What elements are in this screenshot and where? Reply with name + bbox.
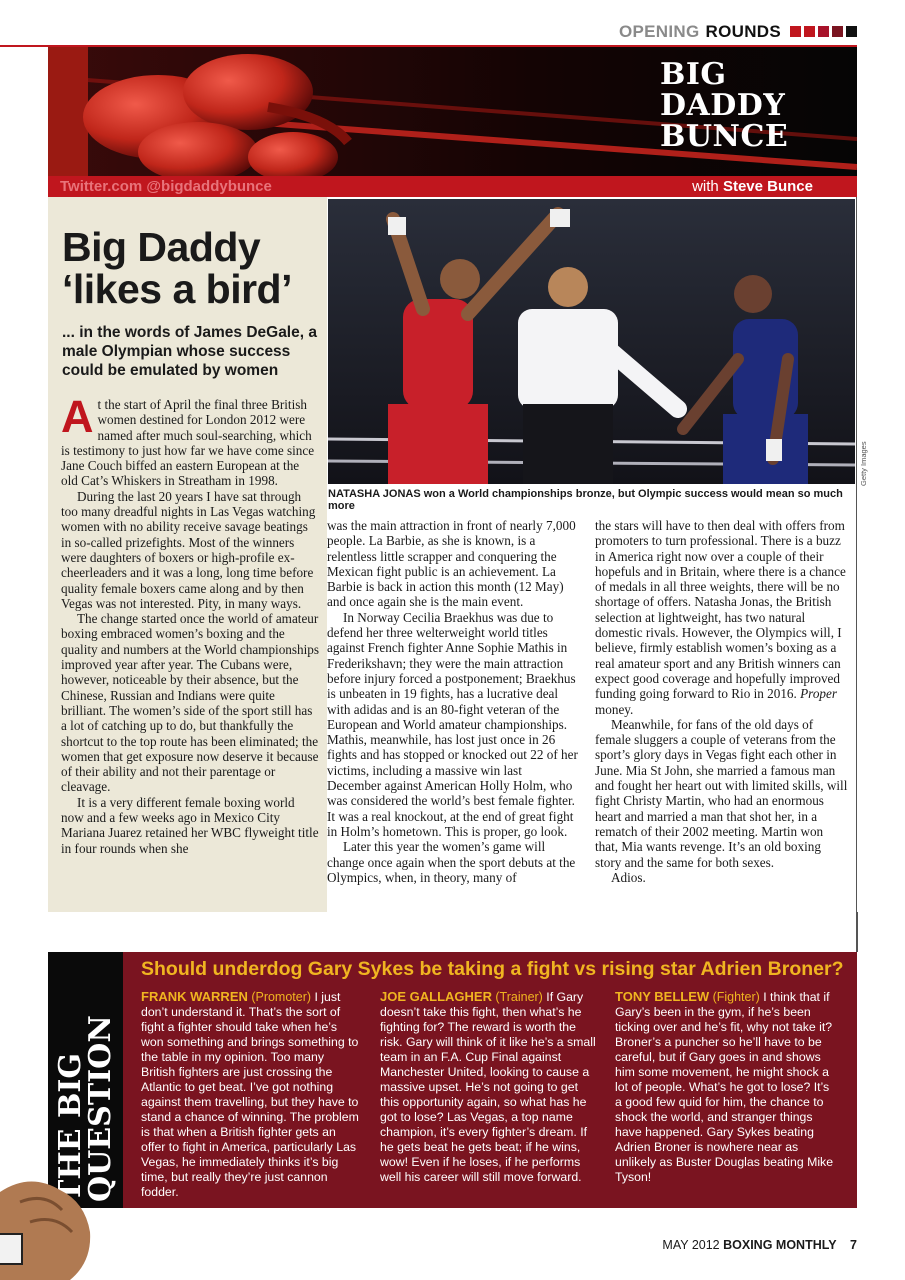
answer-text: I think that if Gary’s been in the gym, if he’s been ticking over and he’s fit, why not take it? Broner’s a puncher so he’ll have to be careful, but if Gary goes in and shows him some movement, he might shock a lot of people. What’s he got to lose? It’s a good few quid for him, the chance to shock the world, and stranger things have happened. Gary Sykes beating Adrien Broner is nowhere near as unlikely as Buster Douglas beating Mike Tyson! xyxy=(615,990,834,1184)
article-paragraph: was the main attraction in front of nearly 7,000 people. La Barbie, as she is known, is a relentless little scrapper and conquering the Mexican fight public is an achievement. La Barbie is back in action this month (12 May) and once again she is the main event. xyxy=(327,518,576,610)
article-paragraph xyxy=(595,518,848,717)
byline xyxy=(692,178,813,195)
article-paragraph: Adios. xyxy=(611,869,646,885)
square-1 xyxy=(790,26,801,37)
column-title-line: BUNCE xyxy=(660,119,789,154)
article-paragraph: In Norway Cecilia Braekhus was due to defend her three welterweight world titles against French fighter Anne Sophie Mathis in Frederikshavn; they were the main attraction before injury forced a postponement; Braekhus is unbeaten in 19 fights, has a lucrative deal with adidas and is an 80-fight veteran of the European and World amateur championships. Mathis, meanwhile, has lost just once in 26 fights and has stopped or knocked out 22 of her victims, including a massive win last December against American Holly Holm, who was considered the world’s best female fighter. It was a real knockout, at the end of great fight in Holm’s hometown. This is proper, go look. xyxy=(327,609,578,839)
photo-credit-text: Getty Images xyxy=(859,441,868,486)
article-column-3 xyxy=(595,518,848,885)
column-title-line: BIG xyxy=(660,57,727,92)
article-paragraph: The change started once the world of amateur boxing embraced women’s boxing and the quality and numbers at the World championships improved year after year. The Cubans were, however, noticeable by their absence, but the Chinese, Russian and Indians were quite brilliant. The women’s side of the sport still has a lot of catching up to do, but thankfully the shortcut to the top route has been eliminated; the women that get exposure now deserve it because of their ability and not their parentage or cleavage. xyxy=(61,611,320,795)
square-2 xyxy=(804,26,815,37)
article-paragraph: It is a very different female boxing world now and a few weeks ago in Mexico City Mariana Juarez retained her WBC flyweight title in four rounds when she xyxy=(61,794,319,856)
page-footer xyxy=(662,1238,857,1252)
paragraph-text: t the start of April the final three British women destined for London 2012 were named after much soul-searching, which is testimony to just how far we have come since Jane Couch biffed an eastern European at the old Cat’s Whiskers in Streatham in 1998. xyxy=(61,397,315,489)
big-question-box xyxy=(123,952,857,1208)
paragraph-text: money. xyxy=(595,701,634,717)
standfirst: ... in the words of James DeGale, a male Olympian whose success could be emulated by women xyxy=(62,324,317,379)
answer-role: (Trainer) xyxy=(495,990,543,1004)
footer-date: MAY 2012 xyxy=(662,1238,720,1252)
answer-text: I just don’t understand it. That’s the sort of fight a fighter should take when he’s won something and brings something to the table in my opinion. Too many British fighters are just crossing the Atlantic to get beat. I’ve got nothing against them travelling, but they have to stand a chance of winning. The problem is that when a British fighter gets an offer to fight in America, particularly Las Vegas, he immediately thinks it’s big time, but really they’re just cannon fodder. xyxy=(141,990,359,1199)
square-4 xyxy=(832,26,843,37)
answer-column xyxy=(380,989,598,1185)
answer-role: (Fighter) xyxy=(712,990,760,1004)
banner-strip xyxy=(48,176,857,197)
article-paragraph: During the last 20 years I have sat through too many dreadful nights in Las Vegas watching women with no ability receive savage beatings in so-called prizefights. Most of the winners were daughters of boxers or high-profile ex-cheerleaders and it was a long, long time before quality female boxers came along and by then Vegas was not interested. Pity, in many ways. xyxy=(61,488,316,611)
answer-name: FRANK WARREN xyxy=(141,989,248,1004)
headline-line: Big Daddy xyxy=(62,224,261,270)
section-label xyxy=(619,22,857,42)
twitter-handle: Twitter.com @bigdaddybunce xyxy=(60,178,272,195)
answer-column xyxy=(141,989,361,1200)
answer-column xyxy=(615,989,835,1185)
headline-line: ‘likes a bird’ xyxy=(62,266,292,312)
article-photo xyxy=(328,199,855,484)
square-5 xyxy=(846,26,857,37)
page-number: 7 xyxy=(850,1238,857,1252)
footer-magazine: BOXING MONTHLY xyxy=(723,1238,837,1252)
article-paragraph: Later this year the women’s game will change once again when the sport debuts at the Olympics, when, in theory, many of xyxy=(327,839,576,885)
answer-text: If Gary doesn’t take this fight, then what’s he fighting for? The reward is worth the risk. Gary will think of it like he’s a small team in an F.A. Cup Final against Manchester United, looking to cause a massive upset. He’s not going to get this opportunity again, so what has he got to lose? Las Vegas, a top name champion, it’s every fighter’s dream. If he gets beat he gets beat; if he wins, wow! Even if he loses, if he performs well his career will still move forward. xyxy=(380,990,596,1184)
drop-cap: A xyxy=(61,391,94,442)
fist-image xyxy=(0,1162,95,1280)
column-banner xyxy=(48,47,857,197)
article-column-1 xyxy=(61,391,320,856)
article-paragraph xyxy=(61,391,319,489)
column-title xyxy=(660,59,788,152)
photo-caption: NATASHA JONAS won a World championships bronze, but Olympic success would mean so much more xyxy=(328,488,843,512)
paragraph-text: the stars will have to then deal with offers from promoters to turn professional. There is a buzz in America right now over a couple of their hopefuls and in Britain, where there is a chance of medals in all three weights, there will be no shortage of offers. Natasha Jonas, the British selection at lightweight, has two natural domestic rivals. However, the Olympics will, I believe, firmly establish women’s boxing as a real amateur sport and any British winners can expect good coverage and hopefully improved funding going forward to Rio in 2016. xyxy=(595,518,846,702)
label-line: QUESTION xyxy=(83,1015,118,1202)
paragraph-emphasis: Proper xyxy=(800,686,837,702)
answer-name: JOE GALLAGHER xyxy=(380,989,492,1004)
section-squares xyxy=(787,22,857,42)
photo-credit xyxy=(855,424,875,484)
answer-name: TONY BELLEW xyxy=(615,989,710,1004)
column-title-line: DADDY xyxy=(660,88,786,123)
byline-author: Steve Bunce xyxy=(722,178,813,195)
big-question-title: Should underdog Gary Sykes be taking a fight vs rising star Adrien Broner? xyxy=(141,958,844,980)
section-word-opening: OPENING xyxy=(619,22,700,41)
label-line: THE BIG xyxy=(53,1053,88,1202)
byline-with: with xyxy=(692,178,719,195)
page-border xyxy=(856,197,857,954)
square-3 xyxy=(818,26,829,37)
article-paragraph: Meanwhile, for fans of the old days of female sluggers a couple of veterans from the sport’s glory days in Vegas fight each other in June. Mia St John, she married a famous man and fought her heart out with limited skills, will fight Christy Martin, who had an enormous heart and married a man that shot her, in a rematch of their 2002 meeting. Martin won that, Mia wants revenge. It’s an old boxing story and the same for both sexes. xyxy=(595,716,848,870)
boxing-photo-image xyxy=(328,199,855,484)
article-column-2 xyxy=(327,518,579,885)
section-word-rounds: ROUNDS xyxy=(705,22,781,41)
answer-role: (Promoter) xyxy=(251,990,312,1004)
page-border xyxy=(857,912,858,952)
headline xyxy=(62,226,322,310)
